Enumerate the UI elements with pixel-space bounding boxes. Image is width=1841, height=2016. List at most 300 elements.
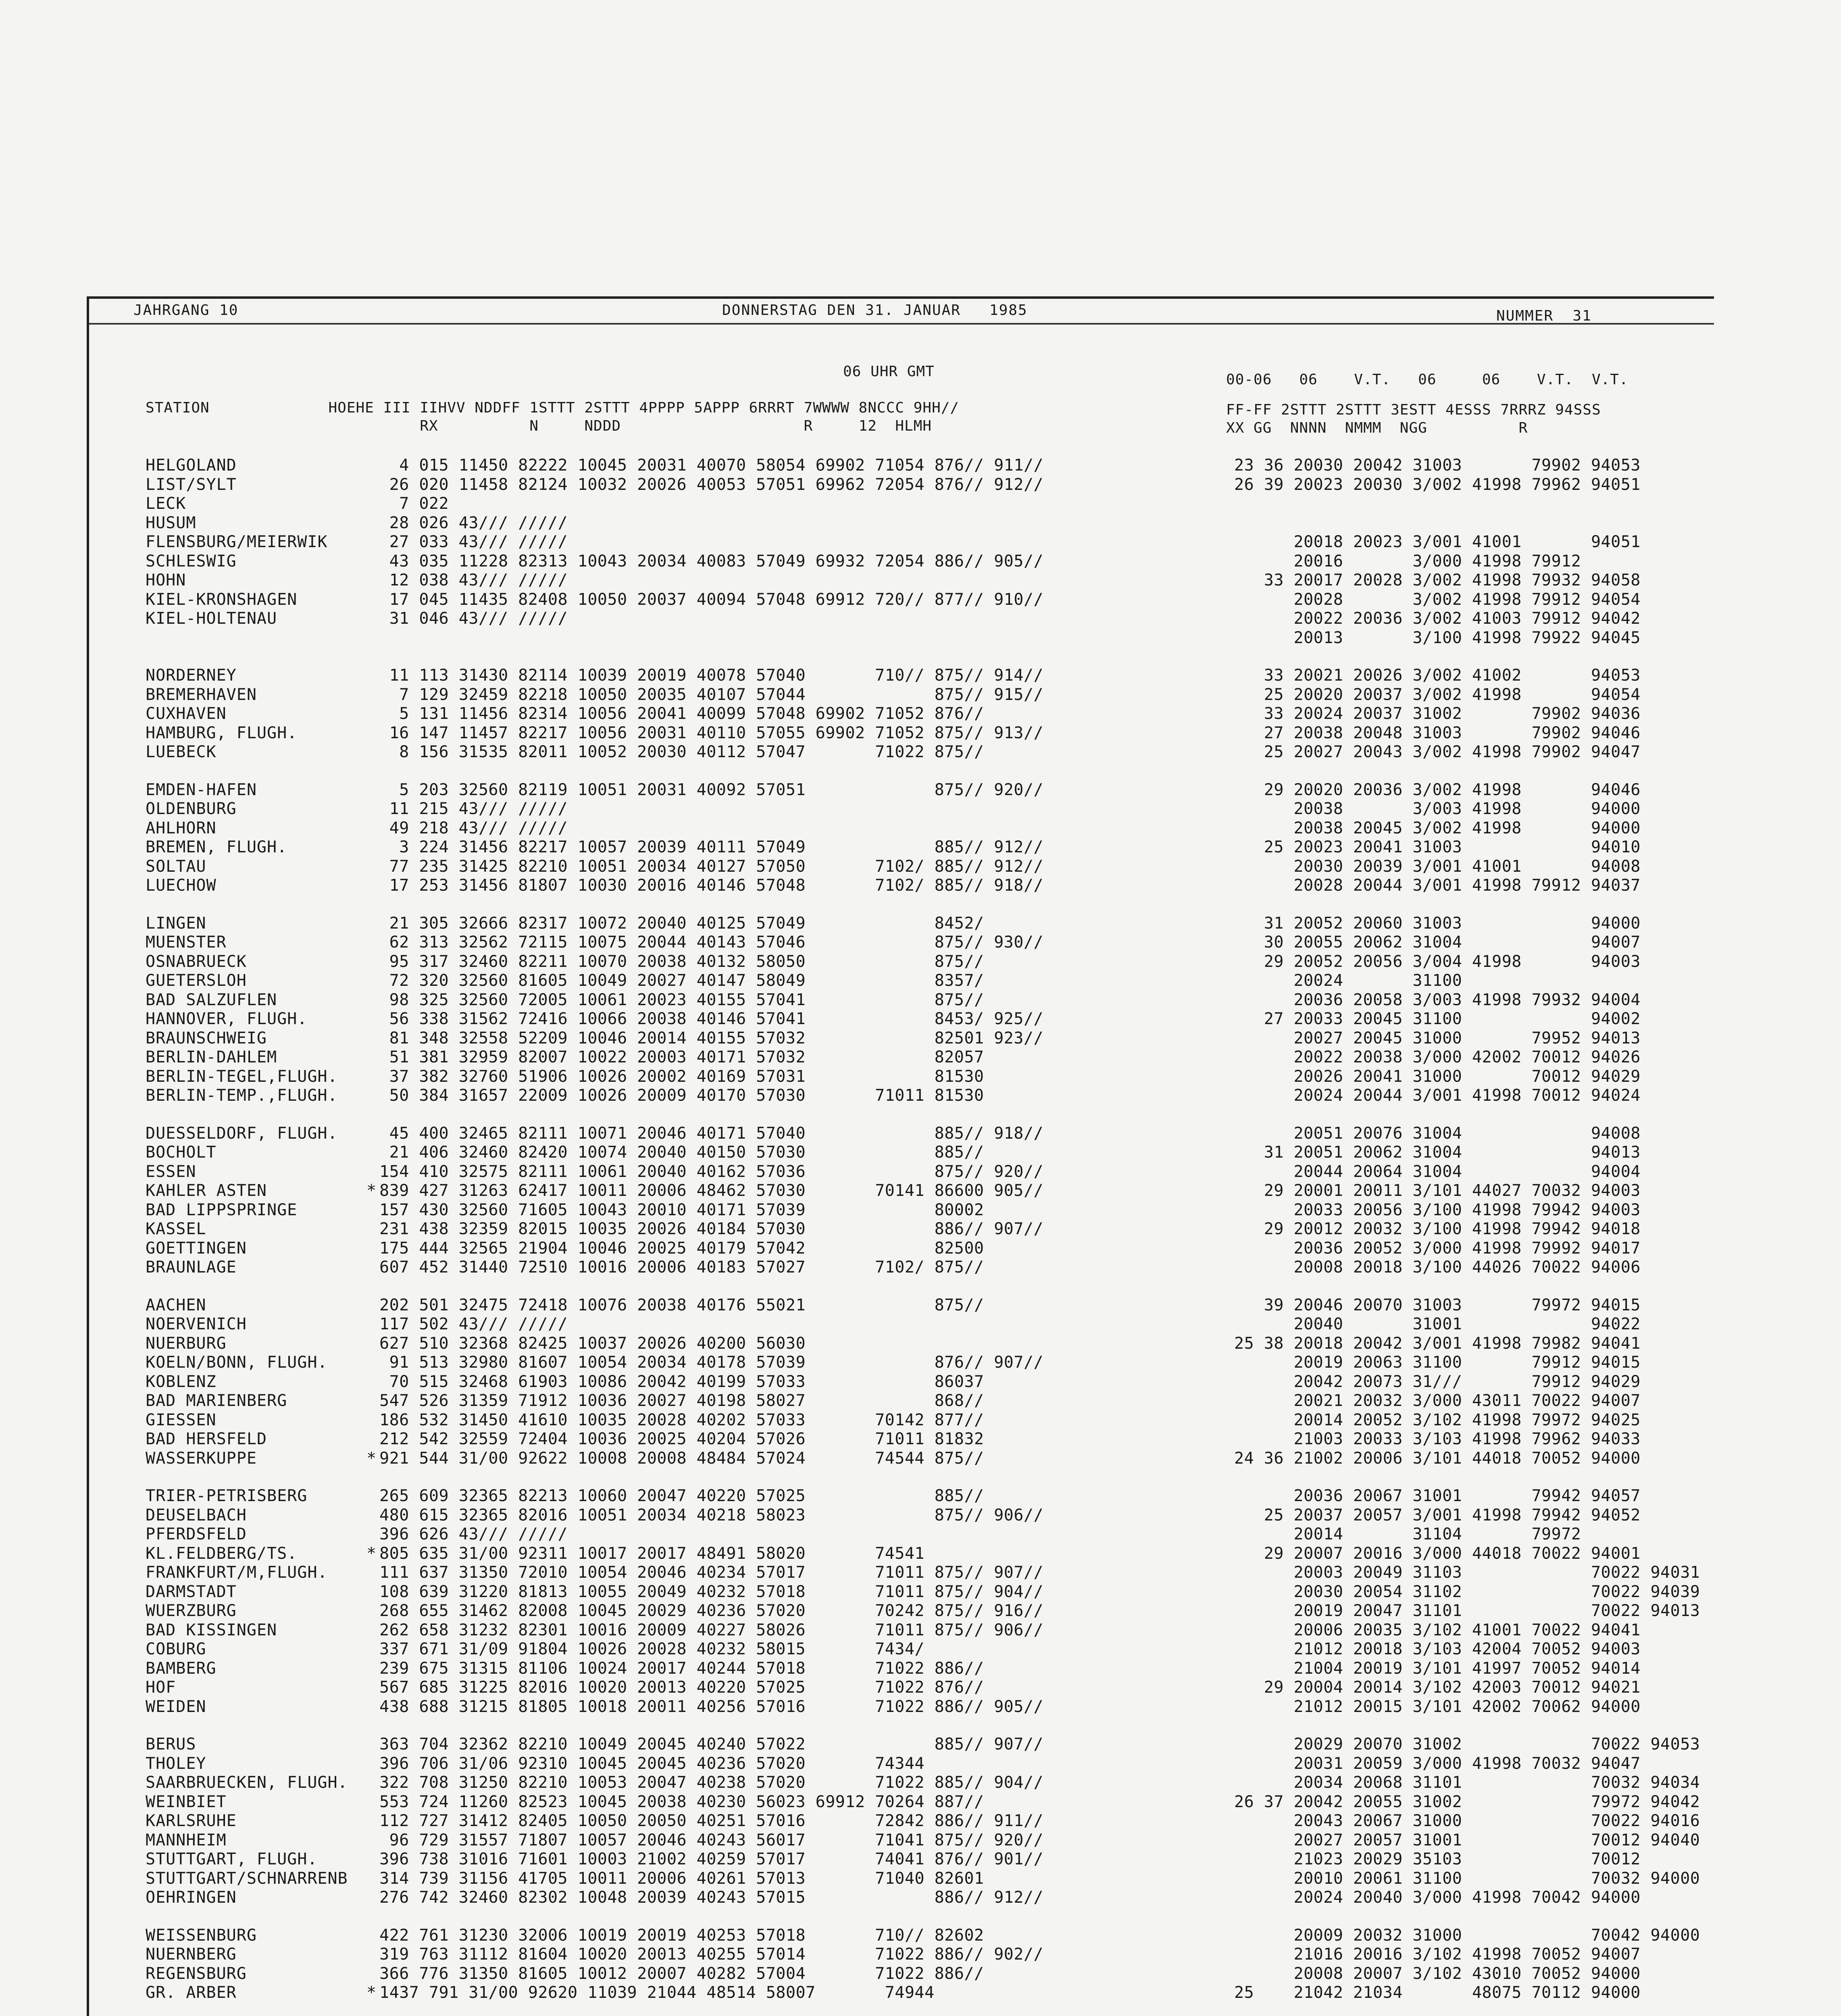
station-row: [146, 552, 1718, 571]
mountain-station-mark: [363, 1659, 379, 1679]
station-row: [146, 494, 1718, 514]
synop-extra-groups: 20036 20067 31001 79942 94057: [1234, 1487, 1641, 1505]
synop-extra-groups: 30 20055 20062 31004 94007: [1234, 933, 1641, 952]
station-row: [146, 1735, 1718, 1754]
synop-extra-groups: 20006 20035 3/102 41001 70022 94041: [1234, 1620, 1641, 1639]
station-group: [146, 781, 1718, 896]
station-row: [146, 1945, 1718, 1964]
station-name: BERLIN-DAHLEM: [146, 1048, 277, 1066]
station-name: OLDENBURG: [146, 800, 237, 818]
mountain-station-mark: [363, 533, 379, 552]
synop-extra-groups: 20030 20054 31102 70022 94039: [1234, 1582, 1700, 1601]
mountain-station-mark: [363, 1506, 379, 1525]
station-row: [146, 1258, 1718, 1277]
synop-main-groups: 8 156 31535 82011 10052 20030 40112 57047 71022 875//: [379, 743, 984, 761]
station-row: [146, 1773, 1718, 1793]
synop-main-groups: 262 658 31232 82301 10016 20009 40227 58026 71011 875// 906//: [379, 1620, 1043, 1639]
station-name: NORDERNEY: [146, 666, 237, 685]
synop-main-groups: 607 452 31440 72510 10016 20006 40183 57027 7102/ 875//: [379, 1258, 984, 1277]
mountain-station-mark: [363, 933, 379, 952]
station-name: CUXHAVEN: [146, 704, 227, 723]
synop-main-groups: 37 382 32760 51906 10026 20002 40169 57031 81530: [379, 1067, 984, 1086]
mountain-station-mark: *: [366, 1544, 377, 1563]
synop-extra-groups: 20029 20070 31002 70022 94053: [1234, 1735, 1700, 1754]
station-name: GIESSEN: [146, 1410, 217, 1429]
mountain-station-mark: [363, 1831, 379, 1850]
synop-main-groups: 27 033 43/// /////: [379, 533, 568, 551]
synop-main-groups: 553 724 11260 82523 10045 20038 40230 56023 69912 70264 887//: [379, 1792, 984, 1811]
synop-extra-groups: 20016 3/000 41998 79912: [1234, 552, 1581, 571]
synop-extra-groups: 20013 3/100 41998 79922 94045: [1234, 628, 1641, 647]
station-row: [146, 1678, 1718, 1697]
station-name: LIST/SYLT: [146, 475, 237, 494]
mountain-station-mark: [363, 1315, 379, 1334]
synop-extra-groups: 25 20020 20037 3/002 41998 94054: [1234, 685, 1641, 704]
synop-main-groups: 21 305 32666 82317 10072 20040 40125 57049 8452/: [379, 914, 984, 933]
station-name: HOHN: [146, 571, 186, 589]
mountain-station-mark: [363, 1201, 379, 1220]
synop-main-groups: 175 444 32565 21904 10046 20025 40179 57042 82500: [379, 1239, 984, 1258]
station-name: KOELN/BONN, FLUGH.: [146, 1353, 328, 1372]
synop-main-groups: 21 406 32460 82420 10074 20040 40150 57030 885//: [379, 1143, 984, 1162]
station-name: COBURG: [146, 1640, 206, 1658]
station-name: GUETERSLOH: [146, 971, 247, 990]
synop-extra-groups: 20024 31100: [1234, 971, 1462, 990]
synop-main-groups: 480 615 32365 82016 10051 20034 40218 58023 875// 906//: [379, 1506, 1043, 1524]
synop-extra-groups: 20026 20041 31000 70012 94029: [1234, 1067, 1641, 1086]
synop-main-groups: 5 203 32560 82119 10051 20031 40092 57051 875// 920//: [379, 780, 1043, 799]
synop-main-groups: 11 215 43/// /////: [379, 800, 568, 818]
station-row: [146, 1086, 1718, 1106]
mountain-station-mark: [363, 1678, 379, 1697]
synop-extra-groups: 21012 20018 3/103 42004 70052 94003: [1234, 1640, 1641, 1658]
station-row: [146, 1926, 1718, 1945]
station-row: [146, 1487, 1718, 1506]
mountain-station-mark: [363, 914, 379, 933]
synop-extra-groups: 20030 20039 3/001 41001 94008: [1234, 857, 1641, 876]
synop-main-groups: 396 738 31016 71601 10003 21002 40259 57017 74041 876// 901//: [379, 1850, 1043, 1868]
station-name: LINGEN: [146, 914, 206, 933]
mountain-station-mark: [363, 1239, 379, 1258]
synop-extra-groups: 31 20052 20060 31003 94000: [1234, 914, 1641, 933]
station-name: WEISSENBURG: [146, 1926, 257, 1945]
station-name: GR. ARBER: [146, 1983, 237, 2002]
synop-extra-groups: 20010 20061 31100 70032 94000: [1234, 1869, 1700, 1888]
column-header-main-sub: RX N NDDD R 12 HLMH: [146, 418, 932, 434]
synop-extra-groups: 20022 20036 3/002 41003 79912 94042: [1234, 609, 1641, 628]
synop-main-groups: 70 515 32468 61903 10086 20042 40199 57033 86037: [379, 1372, 984, 1391]
mountain-station-mark: *: [366, 1449, 377, 1468]
synop-main-groups: 839 427 31263 62417 10011 20006 48462 57030 70141 86600 905//: [379, 1181, 1043, 1200]
issue-number: NUMMER 31: [1496, 308, 1592, 324]
mountain-station-mark: [363, 666, 379, 685]
synop-main-groups: 111 637 31350 72010 10054 20046 40234 57017 71011 875// 907//: [379, 1563, 1043, 1582]
mountain-station-mark: [363, 991, 379, 1010]
synop-main-groups: [379, 629, 1234, 648]
synop-main-groups: 186 532 31450 41610 10035 20028 40202 57033 70142 877//: [379, 1410, 984, 1429]
synop-main-groups: 239 675 31315 81106 10024 20017 40244 57018 71022 886//: [379, 1659, 984, 1678]
synop-main-groups: 422 761 31230 32006 10019 20019 40253 57018 710// 82602: [379, 1926, 984, 1945]
synop-extra-groups: 20009 20032 31000 70042 94000: [1234, 1926, 1700, 1945]
mountain-station-mark: [363, 1926, 379, 1945]
station-row: [146, 1334, 1718, 1354]
station-row: [146, 1315, 1718, 1334]
mountain-station-mark: [363, 1086, 379, 1106]
synop-main-groups: 268 655 31462 82008 10045 20029 40236 57020 70242 875// 916//: [379, 1602, 1043, 1620]
header-rule: [89, 323, 1714, 325]
synop-main-groups: 805 635 31/00 92311 10017 20017 48491 58020 74541: [379, 1544, 925, 1563]
station-name: TRIER-PETRISBERG: [146, 1487, 308, 1505]
synop-main-groups: 438 688 31215 81805 10018 20011 40256 57016 71022 886// 905//: [379, 1697, 1043, 1716]
mountain-station-mark: [363, 494, 379, 514]
synop-main-groups: 627 510 32368 82425 10037 20026 40200 56030: [379, 1334, 806, 1353]
station-row: [146, 1640, 1718, 1659]
station-name: DARMSTADT: [146, 1582, 237, 1601]
mountain-station-mark: [363, 1372, 379, 1392]
synop-main-groups: 921 544 31/00 92622 10008 20008 48484 57024 74544 875//: [379, 1449, 984, 1468]
synop-extra-groups: 20018 20023 3/001 41001 94051: [1234, 533, 1641, 551]
synop-main-groups: 81 348 32558 52209 10046 20014 40155 57032 82501 923//: [379, 1029, 1043, 1048]
station-name: MANNHEIM: [146, 1831, 227, 1849]
station-name: HUSUM: [146, 513, 196, 532]
synop-extra-groups: 29 20007 20016 3/000 44018 70022 94001: [1234, 1544, 1641, 1563]
station-name: BRAUNSCHWEIG: [146, 1029, 267, 1048]
synop-main-groups: 77 235 31425 82210 10051 20034 40127 57050 7102/ 885// 912//: [379, 857, 1043, 876]
synop-main-groups: 11 113 31430 82114 10039 20019 40078 57040 710// 875// 914//: [379, 666, 1043, 685]
mountain-station-mark: [363, 1220, 379, 1239]
synop-main-groups: 363 704 32362 82210 10049 20045 40240 57022 885// 907//: [379, 1735, 1043, 1754]
station-row: [146, 1048, 1718, 1067]
mountain-station-mark: [363, 1430, 379, 1449]
station-group: [146, 456, 1718, 648]
station-row: [146, 1602, 1718, 1621]
station-group: [146, 914, 1718, 1106]
synop-extra-groups: 20014 20052 3/102 41998 79972 94025: [1234, 1410, 1641, 1429]
station-row: [146, 1372, 1718, 1392]
synop-extra-groups: 25 20037 20057 3/001 41998 79942 94052: [1234, 1506, 1641, 1524]
synop-extra-groups: 20031 20059 3/000 41998 70032 94047: [1234, 1754, 1641, 1773]
mountain-station-mark: [363, 781, 379, 800]
mountain-station-mark: [363, 1029, 379, 1048]
station-row: [146, 1353, 1718, 1372]
station-row: [146, 590, 1718, 610]
station-name: OEHRINGEN: [146, 1888, 237, 1907]
synop-extra-groups: 20038 20045 3/002 41998 94000: [1234, 818, 1641, 837]
station-name: OSNABRUECK: [146, 952, 247, 971]
station-row: [146, 971, 1718, 991]
synop-extra-groups: 29 20052 20056 3/004 41998 94003: [1234, 952, 1641, 971]
station-row: [146, 1239, 1718, 1258]
station-row: [146, 991, 1718, 1010]
station-name: KIEL-HOLTENAU: [146, 609, 277, 628]
station-row: [146, 1067, 1718, 1087]
synop-main-groups: 276 742 32460 82302 10048 20039 40243 57015 886// 912//: [379, 1888, 1043, 1907]
station-row: [146, 629, 1718, 648]
station-name: EMDEN-HAFEN: [146, 780, 257, 799]
station-row: [146, 1525, 1718, 1544]
station-row: [146, 743, 1718, 762]
mountain-station-mark: [363, 1162, 379, 1182]
synop-main-groups: 12 038 43/// /////: [379, 571, 568, 589]
synop-main-groups: 17 253 31456 81807 10030 20016 40146 57048 7102/ 885// 918//: [379, 876, 1043, 895]
station-name: AACHEN: [146, 1295, 206, 1314]
station-row: [146, 1831, 1718, 1850]
mountain-station-mark: [363, 1563, 379, 1583]
synop-extra-groups: 20044 20064 31004 94004: [1234, 1162, 1641, 1181]
synop-extra-groups: 20036 20058 3/003 41998 79932 94004: [1234, 990, 1641, 1009]
synop-extra-groups: 26 37 20042 20055 31002 79972 94042: [1234, 1792, 1700, 1811]
station-row: [146, 1812, 1718, 1831]
station-row: [146, 1659, 1718, 1679]
station-row: [146, 1621, 1718, 1640]
station-name: ESSEN: [146, 1162, 196, 1181]
synop-main-groups: 50 384 31657 22009 10026 20009 40170 57030 71011 81530: [379, 1086, 984, 1105]
mountain-station-mark: [363, 1735, 379, 1754]
station-row: [146, 533, 1718, 552]
synop-extra-groups: 20003 20049 31103 70022 94031: [1234, 1563, 1700, 1582]
station-name: HOF: [146, 1678, 176, 1697]
station-row: [146, 685, 1718, 705]
synop-main-groups: 45 400 32465 82111 10071 20046 40171 57040 885// 918//: [379, 1124, 1043, 1143]
synop-main-groups: 322 708 31250 82210 10053 20047 40238 57020 71022 885// 904//: [379, 1773, 1043, 1792]
observation-time: 06 UHR GMT: [843, 363, 935, 380]
synop-main-groups: 202 501 32475 72418 10076 20038 40176 55021 875//: [379, 1295, 984, 1314]
station-name: BREMERHAVEN: [146, 685, 257, 704]
station-group: [146, 666, 1718, 762]
station-name: BAD LIPPSPRINGE: [146, 1200, 298, 1219]
synop-main-groups: 31 046 43/// /////: [379, 609, 568, 628]
mountain-station-mark: [363, 1258, 379, 1277]
station-name: BERLIN-TEGEL,FLUGH.: [146, 1067, 338, 1086]
synop-main-groups: 396 706 31/06 92310 10045 20045 40236 57020 74344: [379, 1754, 925, 1773]
station-row: [146, 952, 1718, 972]
mountain-station-mark: [363, 876, 379, 896]
synop-main-groups: 49 218 43/// /////: [379, 818, 568, 837]
station-name: DUESSELDORF, FLUGH.: [146, 1124, 338, 1143]
mountain-station-mark: [363, 685, 379, 705]
synop-extra-groups: 20028 3/002 41998 79912 94054: [1234, 590, 1641, 609]
station-row: [146, 819, 1718, 838]
synop-main-groups: 62 313 32562 72115 10075 20044 40143 57046 875// 930//: [379, 933, 1043, 952]
station-row: [146, 1888, 1718, 1908]
station-name: BAD MARIENBERG: [146, 1391, 287, 1410]
mountain-station-mark: [363, 1945, 379, 1964]
mountain-station-mark: *: [366, 1181, 377, 1200]
station-row: [146, 1850, 1718, 1869]
station-row: [146, 666, 1718, 685]
synop-main-groups: 265 609 32365 82213 10060 20047 40220 57025 885//: [379, 1487, 984, 1505]
synop-extra-groups: 33 20024 20037 31002 79902 94036: [1234, 704, 1641, 723]
station-row: [146, 1201, 1718, 1220]
station-name: NUERNBERG: [146, 1945, 237, 1964]
station-row: [146, 456, 1718, 475]
mountain-station-mark: *: [366, 1983, 377, 2002]
synop-extra-groups: 20036 20052 3/000 41998 79992 94017: [1234, 1239, 1641, 1258]
synop-extra-groups: 31 20051 20062 31004 94013: [1234, 1143, 1641, 1162]
station-name: KASSEL: [146, 1220, 206, 1238]
station-group: [146, 1735, 1718, 1908]
mountain-station-mark: [363, 743, 379, 762]
synop-main-groups: 112 727 31412 82405 10050 20050 40251 57016 72842 886// 911//: [379, 1812, 1043, 1830]
synop-extra-groups: 26 39 20023 20030 3/002 41998 79962 94051: [1234, 475, 1641, 494]
station-name: [146, 629, 363, 648]
synop-main-groups: 108 639 31220 81813 10055 20049 40232 57018 71011 875// 904//: [379, 1582, 1043, 1601]
station-name: NUERBURG: [146, 1334, 227, 1353]
station-group: [146, 1296, 1718, 1468]
station-name: FRANKFURT/M,FLUGH.: [146, 1563, 328, 1582]
synop-extra-groups: 20019 20047 31101 70022 94013: [1234, 1602, 1700, 1620]
mountain-station-mark: [363, 1850, 379, 1869]
synop-extra-groups: 20014 31104 79972: [1234, 1525, 1581, 1543]
station-row: [146, 933, 1718, 952]
synop-extra-groups: 21004 20019 3/101 41997 70052 94014: [1234, 1659, 1641, 1678]
mountain-station-mark: [363, 838, 379, 857]
synop-extra-groups: 25 20023 20041 31003 94010: [1234, 838, 1641, 856]
synop-extra-groups: 20042 20073 31/// 79912 94029: [1234, 1372, 1641, 1391]
station-name: STUTTGART, FLUGH.: [146, 1850, 318, 1868]
synop-main-groups: 117 502 43/// /////: [379, 1315, 568, 1333]
station-name: THOLEY: [146, 1754, 206, 1773]
station-name: DEUSELBACH: [146, 1506, 247, 1524]
mountain-station-mark: [363, 1067, 379, 1087]
station-row: [146, 1124, 1718, 1143]
station-row: [146, 1583, 1718, 1602]
station-name: SOLTAU: [146, 857, 206, 876]
synop-extra-groups: 27 20033 20045 31100 94002: [1234, 1010, 1641, 1028]
mountain-station-mark: [363, 1869, 379, 1889]
station-row: [146, 1029, 1718, 1048]
synop-extra-groups: [1234, 494, 1718, 514]
station-name: BAD HERSFELD: [146, 1430, 267, 1448]
mountain-station-mark: [363, 1888, 379, 1908]
synop-extra-groups: 20024 20040 3/000 41998 70042 94000: [1234, 1888, 1641, 1907]
station-name: SAARBRUECKEN, FLUGH.: [146, 1773, 348, 1792]
synop-main-groups: 4 015 11450 82222 10045 20031 40070 58054 69902 71054 876// 911//: [379, 456, 1043, 475]
station-row: [146, 1544, 1718, 1564]
station-name: PFERDSFELD: [146, 1525, 247, 1543]
synop-main-groups: 16 147 11457 82217 10056 20031 40110 57055 69902 71052 875// 913//: [379, 723, 1043, 742]
station-row: [146, 609, 1718, 629]
synop-extra-groups: 29 20004 20014 3/102 42003 70012 94021: [1234, 1678, 1641, 1697]
synop-extra-groups: 20022 20038 3/000 42002 70012 94026: [1234, 1048, 1641, 1066]
mountain-station-mark: [363, 1793, 379, 1812]
bulletin-frame: [87, 296, 1714, 2016]
station-row: [146, 475, 1718, 495]
station-row: [146, 1506, 1718, 1525]
station-row: [146, 1449, 1718, 1468]
mountain-station-mark: [363, 609, 379, 629]
synop-extra-groups: 20051 20076 31004 94008: [1234, 1124, 1641, 1143]
synop-main-groups: 51 381 32959 82007 10022 20003 40171 57032 82057: [379, 1048, 984, 1066]
station-name: BOCHOLT: [146, 1143, 217, 1162]
synop-extra-groups: 25 20027 20043 3/002 41998 79902 94047: [1234, 743, 1641, 761]
mountain-station-mark: [363, 1640, 379, 1659]
station-name: BAMBERG: [146, 1659, 217, 1678]
mountain-station-mark: [363, 1621, 379, 1640]
mountain-station-mark: [363, 1583, 379, 1602]
station-row: [146, 1143, 1718, 1162]
station-name: BAD KISSINGEN: [146, 1620, 277, 1639]
synop-extra-groups: 20034 20068 31101 70032 94034: [1234, 1773, 1700, 1792]
synop-extra-groups: 29 20020 20036 3/002 41998 94046: [1234, 780, 1641, 799]
station-row: [146, 800, 1718, 819]
synop-extra-groups: 23 36 20030 20042 31003 79902 94053: [1234, 456, 1641, 475]
station-name: HELGOLAND: [146, 456, 237, 475]
station-row: [146, 724, 1718, 743]
station-row: [146, 1964, 1718, 1984]
station-row: [146, 1793, 1718, 1812]
station-name: FLENSBURG/MEIERWIK: [146, 533, 328, 551]
station-name: KIEL-KRONSHAGEN: [146, 590, 298, 609]
station-name: HAMBURG, FLUGH.: [146, 723, 298, 742]
synop-main-groups: 96 729 31557 71807 10057 20046 40243 56017 71041 875// 920//: [379, 1831, 1043, 1849]
mountain-station-mark: [363, 1124, 379, 1143]
mountain-station-mark: [363, 514, 379, 533]
synop-extra-groups: 20040 31001 94022: [1234, 1315, 1641, 1333]
station-table: [146, 456, 1718, 2016]
synop-extra-groups: 20043 20067 31000 70022 94016: [1234, 1812, 1700, 1830]
station-name: GOETTINGEN: [146, 1239, 247, 1258]
mountain-station-mark: [363, 1010, 379, 1029]
column-header-main: STATION HOEHE III IIHVV NDDFF 1STTT 2STTT 4PPPP 5APPP 6RRRT 7WWWW 8NCCC 9HH//: [146, 400, 959, 416]
column-header-synop-times: 00-06 06 V.T. 06 06 V.T. V.T.: [1226, 371, 1629, 388]
mountain-station-mark: [363, 819, 379, 838]
station-name: LUECHOW: [146, 876, 217, 895]
synop-extra-groups: 39 20046 20070 31003 79972 94015: [1234, 1295, 1641, 1314]
station-name: BERLIN-TEMP.,FLUGH.: [146, 1086, 338, 1105]
synop-main-groups: 43 035 11228 82313 10043 20034 40083 57049 69932 72054 886// 905//: [379, 552, 1043, 571]
mountain-station-mark: [363, 571, 379, 590]
station-name: KL.FELDBERG/TS.: [146, 1544, 298, 1563]
station-row: [146, 1869, 1718, 1889]
synop-extra-groups: 20027 20057 31001 70012 94040: [1234, 1831, 1700, 1849]
mountain-station-mark: [363, 1487, 379, 1506]
synop-main-groups: 3 224 31456 82217 10057 20039 40111 57049 885// 912//: [379, 838, 1043, 856]
mountain-station-mark: [363, 475, 379, 495]
synop-extra-groups: 20008 20018 3/100 44026 70022 94006: [1234, 1258, 1641, 1277]
station-row: [146, 704, 1718, 724]
synop-extra-groups: 29 20012 20032 3/100 41998 79942 94018: [1234, 1220, 1641, 1238]
mountain-station-mark: [363, 1353, 379, 1372]
station-row: [146, 571, 1718, 590]
station-name: KARLSRUHE: [146, 1812, 237, 1830]
station-row: [146, 1754, 1718, 1774]
station-name: WEINBIET: [146, 1792, 227, 1811]
mountain-station-mark: [363, 800, 379, 819]
station-row: [146, 1181, 1718, 1201]
station-name: KOBLENZ: [146, 1372, 217, 1391]
station-name: NOERVENICH: [146, 1315, 247, 1333]
mountain-station-mark: [363, 1697, 379, 1717]
station-row: [146, 838, 1718, 857]
synop-extra-groups: [1234, 514, 1718, 533]
synop-extra-groups: 25 21042 21034 48075 70112 94000: [1234, 1983, 1641, 2002]
mountain-station-mark: [363, 1143, 379, 1162]
synop-main-groups: 154 410 32575 82111 10061 20040 40162 57036 875// 920//: [379, 1162, 1043, 1181]
station-row: [146, 1563, 1718, 1583]
mountain-station-mark: [363, 629, 379, 648]
mountain-station-mark: [363, 952, 379, 972]
station-group: [146, 1487, 1718, 1716]
synop-main-groups: 319 763 31112 81604 10020 20013 40255 57014 71022 886// 902//: [379, 1945, 1043, 1964]
synop-main-groups: 72 320 32560 81605 10049 20027 40147 58049 8357/: [379, 971, 984, 990]
station-row: [146, 1220, 1718, 1239]
synop-main-groups: 366 776 31350 81605 10012 20007 40282 57004 71022 886//: [379, 1964, 984, 1983]
synop-extra-groups: 29 20001 20011 3/101 44027 70032 94003: [1234, 1181, 1641, 1200]
mountain-station-mark: [363, 1525, 379, 1544]
synop-main-groups: 7 129 32459 82218 10050 20035 40107 57044 875// 915//: [379, 685, 1043, 704]
mountain-station-mark: [363, 1964, 379, 1984]
